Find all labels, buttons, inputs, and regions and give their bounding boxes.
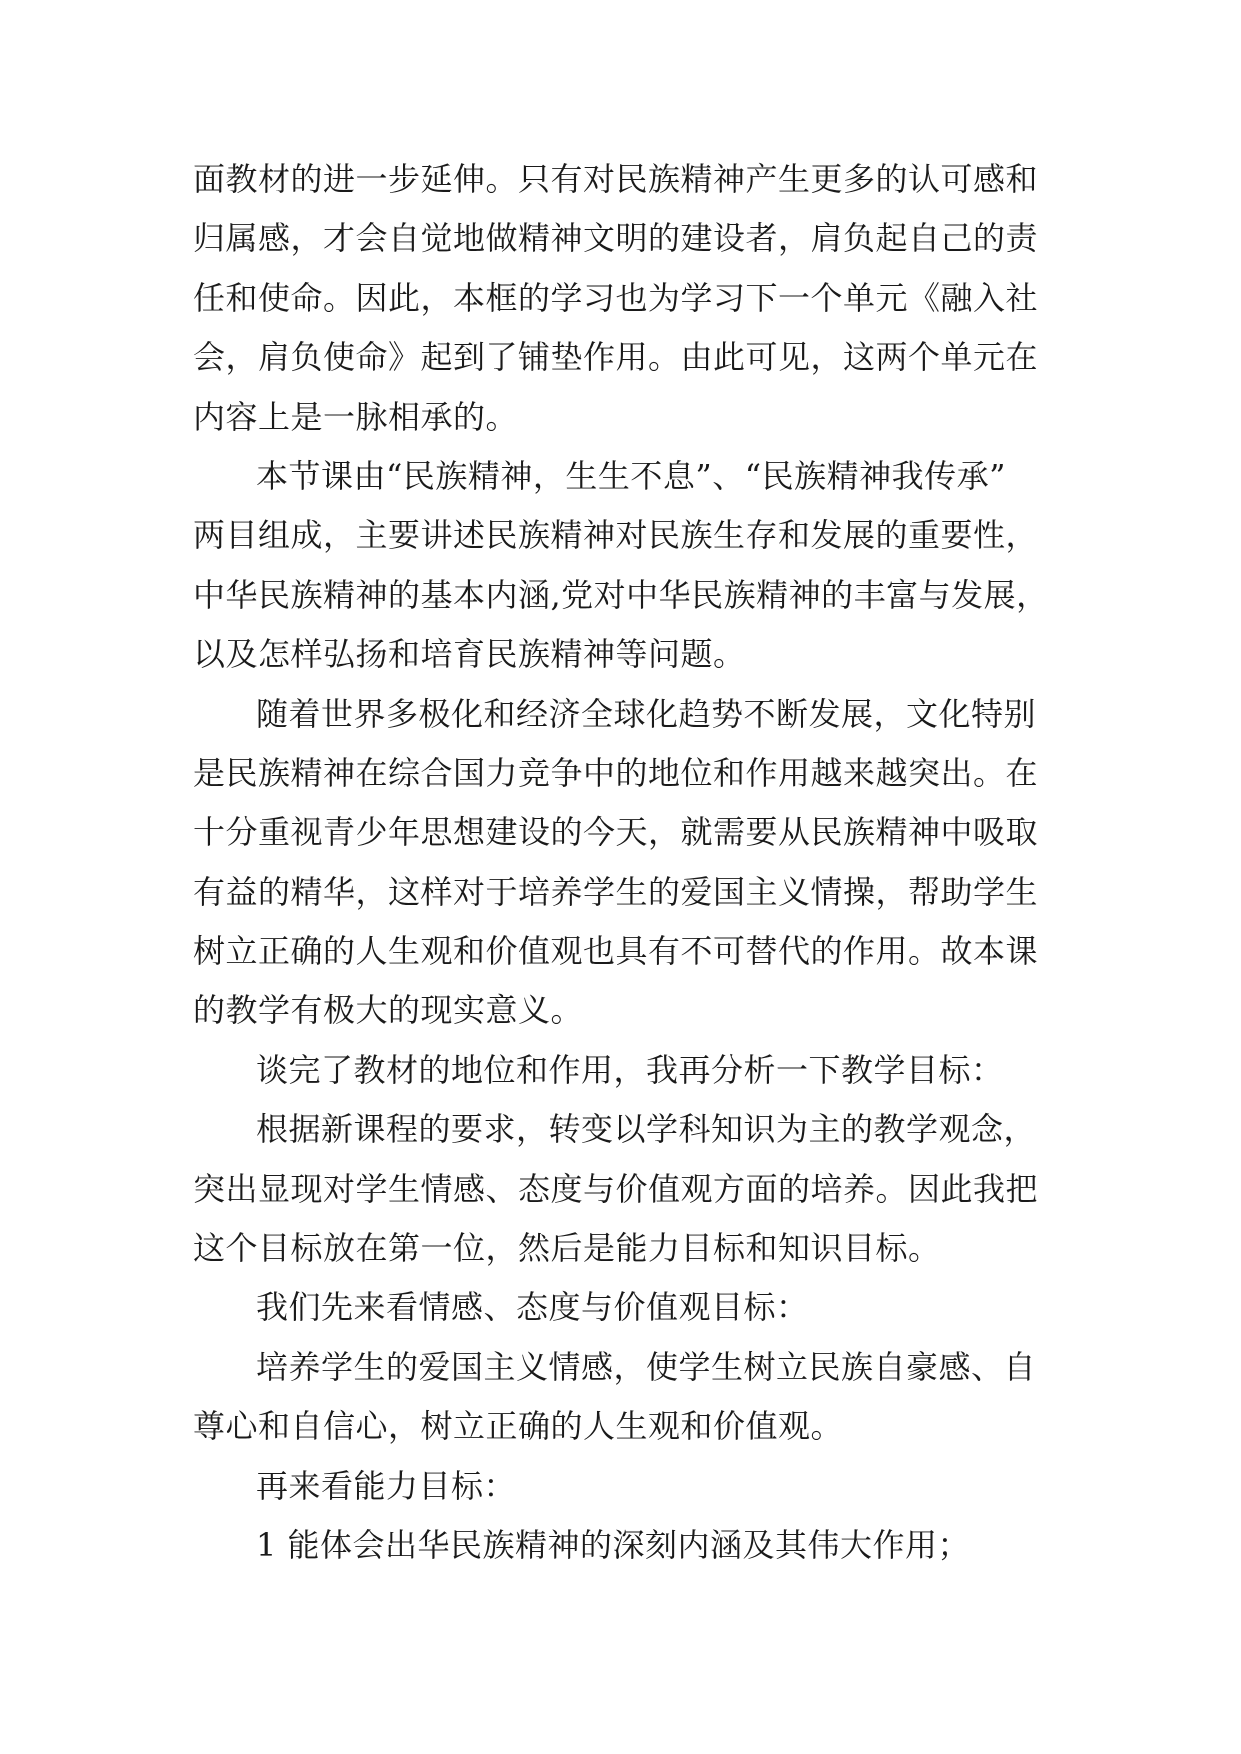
paragraph-start-line: 培养学生的爱国主义情感，使学生树立民族自豪感、自 (256, 1347, 1037, 1386)
text-line: 这个目标放在第一位，然后是能力目标和知识目标。 (193, 1229, 941, 1268)
text-line: 树立正确的人生观和价值观也具有不可替代的作用。故本课 (193, 932, 1039, 971)
text-line: 任和使命。因此，本框的学习也为学习下一个单元《融入社 (193, 278, 1039, 317)
text-line: 归属感，才会自觉地做精神文明的建设者，肩负起自己的责 (193, 219, 1039, 258)
text-line: 十分重视青少年思想建设的今天，就需要从民族精神中吸取 (193, 813, 1039, 852)
text-line: 以及怎样弘扬和培育民族精神等问题。 (193, 635, 746, 674)
text-line: 尊心和自信心，树立正确的人生观和价值观。 (193, 1407, 844, 1446)
text-line: 面教材的进一步延伸。只有对民族精神产生更多的认可感和 (193, 160, 1039, 198)
paragraph-start-line: 随着世界多极化和经济全球化趋势不断发展，文化特别 (256, 694, 1037, 733)
paragraph-start-line: 我们先来看情感、态度与价值观目标： (256, 1288, 809, 1327)
text-line: 是民族精神在综合国力竞争中的地位和作用越来越突出。在 (193, 753, 1039, 792)
text-line: 内容上是一脉相承的。 (193, 397, 519, 436)
text-line: 有益的精华，这样对于培养学生的爱国主义情操，帮助学生 (193, 872, 1039, 911)
text-line: 突出显现对学生情感、态度与价值观方面的培养。因此我把 (193, 1169, 1039, 1208)
list-item-line: 1 能体会出华民族精神的深刻内涵及其伟大作用； (256, 1525, 971, 1564)
text-line: 会，肩负使命》起到了铺垫作用。由此可见，这两个单元在 (193, 338, 1039, 377)
text-line: 中华民族精神的基本内涵,党对中华民族精神的丰富与发展， (193, 575, 1049, 614)
paragraph-start-line: 再来看能力目标： (256, 1466, 517, 1505)
document-body (193, 150, 1053, 1575)
text-line: 的教学有极大的现实意义。 (193, 991, 584, 1030)
paragraph-start-line: 谈完了教材的地位和作用，我再分析一下教学目标： (256, 1050, 1004, 1089)
paragraph-start-line: 根据新课程的要求，转变以学科知识为主的教学观念， (256, 1110, 1037, 1149)
text-line: 两目组成，主要讲述民族精神对民族生存和发展的重要性， (193, 516, 1039, 555)
paragraph-start-line: 本节课由“民族精神，生生不息”、“民族精神我传承” (256, 456, 1006, 495)
